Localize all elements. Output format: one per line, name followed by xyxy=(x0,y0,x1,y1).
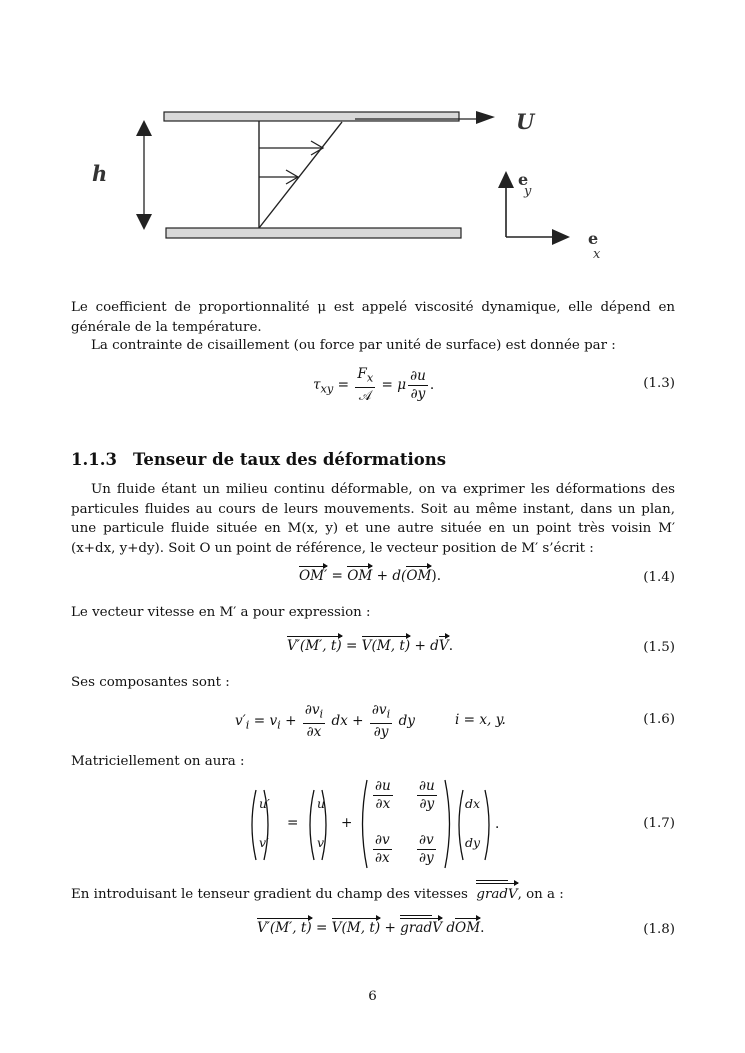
label-ey-sub: y xyxy=(524,184,532,199)
label-U: U xyxy=(516,109,535,134)
couette-flow-figure xyxy=(80,100,620,270)
equation-number: (1.6) xyxy=(643,712,675,727)
equation-number: (1.8) xyxy=(643,922,675,937)
paragraph-gradient: En introduisant le tenseur gradient du champ des vitesses gradV, on a : xyxy=(71,887,564,902)
equation-condition: i = x, y. xyxy=(455,712,506,728)
label-ex: e xyxy=(588,229,599,248)
equation-1-4: OM′ = OM + d(OM). (1.4) xyxy=(299,568,675,585)
equation-number: (1.7) xyxy=(643,816,675,831)
paragraph-matrix: Matriciellement on aura : xyxy=(71,754,245,769)
equation-1-6: $v'_i = v_i$ + $\frac{\partial v_i}{\partial x}$ dx + $\frac{\partial v_i}{\partial y}$ dy i = x, y. (1.6) xyxy=(235,702,675,740)
equation-1-5: V′(M′, t) = V(M, t) + dV. (1.5) xyxy=(287,638,675,655)
equation-1-8: V′(M′, t) = V(M, t) + gradV dOM. (1.8) xyxy=(257,920,675,937)
matrix-brackets-3 xyxy=(357,778,455,870)
paragraph-components: Ses composantes sont : xyxy=(71,675,230,690)
paragraph-deformation: Un fluide étant un milieu continu déformable, on va exprimer les déformations des particules fluides au cours de leurs mouvements. Soit au même instant, dans un plan, une particule fluide située en M(x, y) et une autre située en un point très voisin M′(x+dx, y+dy). Soit O un point de référence, le vecteur position de M′ s’écrit : xyxy=(71,482,675,556)
label-ey: e xyxy=(518,170,529,189)
paragraph-shear-stress: La contrainte de cisaillement (ou force par unité de surface) est donnée par : xyxy=(91,338,616,353)
ex-arrowhead xyxy=(552,229,570,245)
top-plate xyxy=(164,112,459,121)
h-arrow-bottom xyxy=(136,214,152,230)
section-heading: 1.1.3 Tenseur de taux des déformations xyxy=(71,450,447,469)
page-number: 6 xyxy=(368,989,377,1004)
equation-number: (1.5) xyxy=(643,640,675,655)
paragraph-velocity: Le vecteur vitesse en M′ a pour expression : xyxy=(71,605,371,620)
paragraph-viscosity: Le coefficient de proportionnalité μ est appelé viscosité dynamique, elle dépend en générale de la température. xyxy=(71,300,675,335)
label-ex-sub: x xyxy=(593,247,601,262)
h-arrow-top xyxy=(136,120,152,136)
equation-number: (1.3) xyxy=(643,376,675,391)
equation-1-7: u′ v′ = u v + $\frac{\partial u}{\partial x}$ $\frac{\partial u}{\partial y}$ $\frac{\partial v}{\partial x}$ $\frac{\partial v}{\partial y}$ dx dy . (1.7) xyxy=(71,778,675,870)
velocity-profile-line xyxy=(259,122,342,228)
equation-number: (1.4) xyxy=(643,570,675,585)
equation-1-3: $\tau_{xy}$ = $\frac{F_x}{\text{𝒜}}$ = μ $\frac{\partial u}{\partial y}$ . (1.3) xyxy=(313,366,675,404)
label-h: h xyxy=(92,161,108,186)
u-arrowhead xyxy=(476,111,495,124)
ey-arrowhead xyxy=(498,171,514,188)
bottom-plate xyxy=(166,228,461,238)
